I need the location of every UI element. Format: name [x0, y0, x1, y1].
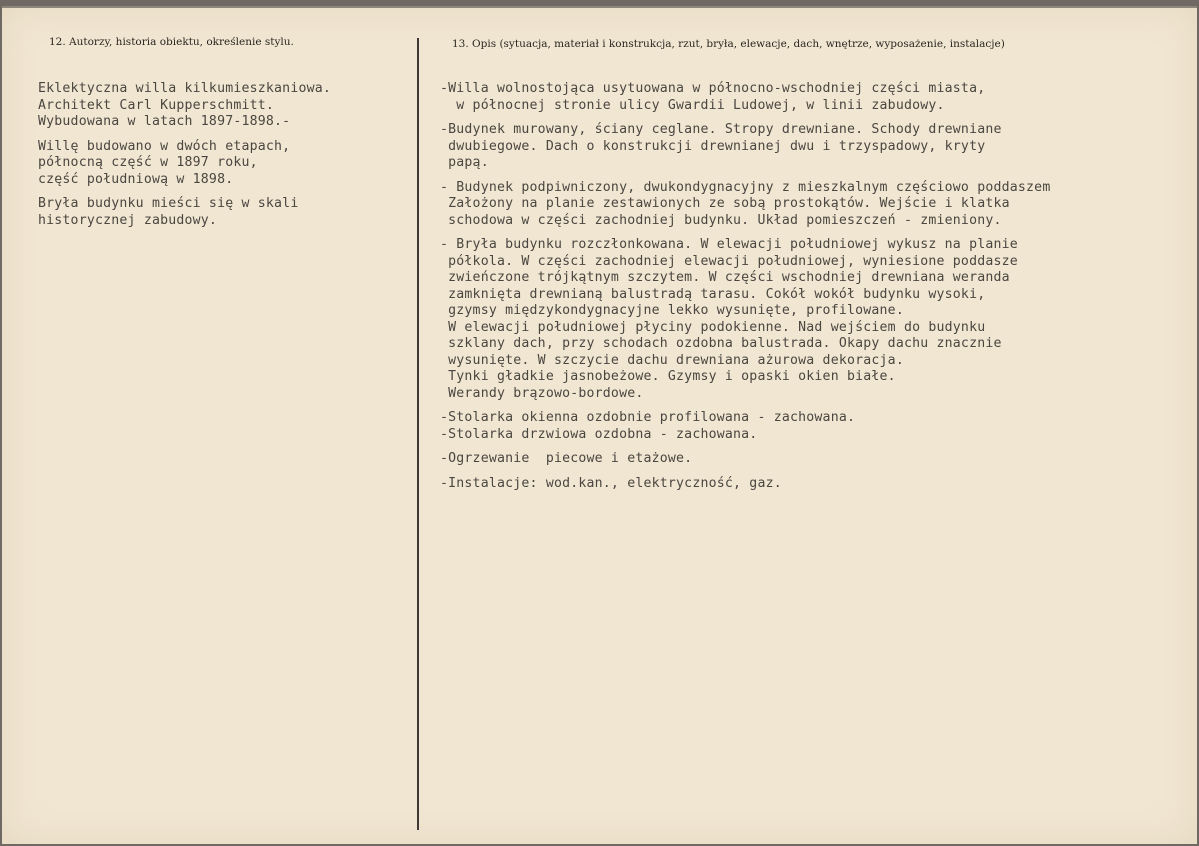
section-12-body [38, 81, 408, 237]
location-block: -Willa wolnostojąca usytuowana w północno-wschodniej części miasta, w północnej stronie ulicy Gwardii Ludowej, w linii zabudowy. [440, 81, 986, 113]
authorship-paragraph: Eklektyczna willa kilkumieszkaniowa. Architekt Carl Kupperschmitt. Wybudowana w latach 1897-1898.- [38, 81, 332, 129]
section-13-body [440, 81, 1195, 500]
installations-block: -Instalacje: wod.kan., elektryczność, gaz. [440, 475, 782, 491]
section-12-heading: 12. Autorzy, historia obiektu, określenie stylu. [49, 36, 294, 48]
scale-paragraph: Bryła budynku mieści się w skali historycznej zabudowy. [38, 196, 299, 228]
plan-block: - Budynek podpiwniczony, dwukondygnacyjny z mieszkalnym częściowo poddaszem Założony na planie zestawionych ze sobą prostokątów. Wejście i klatka schodowa w części zachodniej budynku. Układ pomieszczeń - zmieniony. [440, 179, 1051, 228]
column-divider [417, 38, 419, 830]
heating-block: -Ogrzewanie piecowe i etażowe. [440, 451, 693, 466]
card-top-edge [2, 6, 1197, 8]
facade-block: - Bryła budynku rozczłonkowana. W elewacji południowej wykusz na planie półkola. W części zachodniej elewacji południowej, wyniesione poddasze zwieńczone trójkątnym szczytem. W części wschodniej drewniana weranda zamknięta drewnianą balustradą tarasu. Cokół wokół budynku wysoki, gzymsy międzykondygnacyjne lekko wysunięte, profilowane. W elewacji południowej płyciny podokienne. Nad wejściem do budynku szklany dach, przy schodach ozdobna balustrada. Okapy dachu znacznie wysunięte. W szczycie dachu drewniana ażurowa dekoracja. Tynki gładkie jasnobeżowe. Gzymsy i opaski okien białe. Werandy brązowo-bordowe. [440, 237, 1018, 401]
structure-block: -Budynek murowany, ściany ceglane. Stropy drewniane. Schody drewniane dwubiegowe. Dach o konstrukcji drewnianej dwu i trzyspadowy, kryty papą. [440, 122, 1002, 170]
construction-stages-paragraph: Willę budowano w dwóch etapach, północną część w 1897 roku, część południową w 1898. [38, 138, 291, 187]
joinery-block: -Stolarka okienna ozdobnie profilowana - zachowana. -Stolarka drzwiowa ozdobna - zachowana. [440, 410, 856, 442]
section-13-heading: 13. Opis (sytuacja, materiał i konstrukcja, rzut, bryła, elewacje, dach, wnętrze, wyposażenie, instalacje) [452, 38, 1005, 50]
